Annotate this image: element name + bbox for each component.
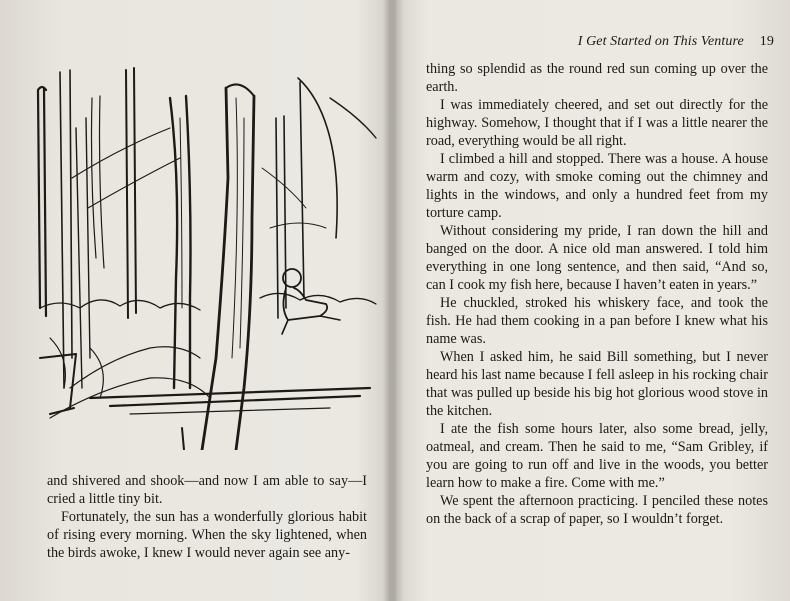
paragraph: I ate the fish some hours later, also some bread, jelly, oatmeal, and cream. Then he said to me, “Sam Gribley, if you are going to run off and live in the woods, you better learn how to make a fire. Come with me.”: [426, 421, 768, 491]
paragraph: I climbed a hill and stopped. There was a house. A house warm and cozy, with smoke coming out the chimney and lights in the windows, and only a hundred feet from my torture camp.: [426, 151, 768, 221]
paragraph: I was immediately cheered, and set out directly for the highway. Somehow, I thought that if I was a little nearer the road, everything would be all right.: [426, 97, 768, 149]
left-page-text: [47, 472, 367, 562]
chapter-title: I Get Started on This Venture: [577, 34, 744, 49]
paragraph: Fortunately, the sun has a wonderfully glorious habit of rising every morning. When the sky lightened, when the birds awoke, I knew I would never again see any-: [47, 509, 367, 561]
running-head: [548, 34, 774, 50]
right-page: [398, 0, 790, 601]
paragraph: When I asked him, he said Bill something, but I never heard his last name because I fell asleep in his rocking chair that was pulled up beside his big hot glorious wood stove in the kitchen.: [426, 349, 768, 419]
paragraph: He chuckled, stroked his whiskery face, and took the fish. He had them cooking in a pan before I knew what his name was.: [426, 295, 768, 347]
left-page: [0, 0, 393, 601]
paragraph: We spent the afternoon practicing. I penciled these notes on the back of a scrap of paper, so I wouldn’t forget.: [426, 493, 768, 527]
paragraph: and shivered and shook—and now I am able to say—I cried a little tiny bit.: [47, 473, 367, 507]
paragraph: Without considering my pride, I ran down the hill and banged on the door. A nice old man answered. I told him everything in one long sentence, and then said, “And so, can I cook my fish here, because I haven’t eaten in years.”: [426, 223, 768, 293]
forest-illustration: [30, 58, 380, 450]
paragraph: thing so splendid as the round red sun coming up over the earth.: [426, 61, 768, 95]
page-number: 19: [759, 34, 774, 49]
right-page-text: [426, 60, 768, 528]
